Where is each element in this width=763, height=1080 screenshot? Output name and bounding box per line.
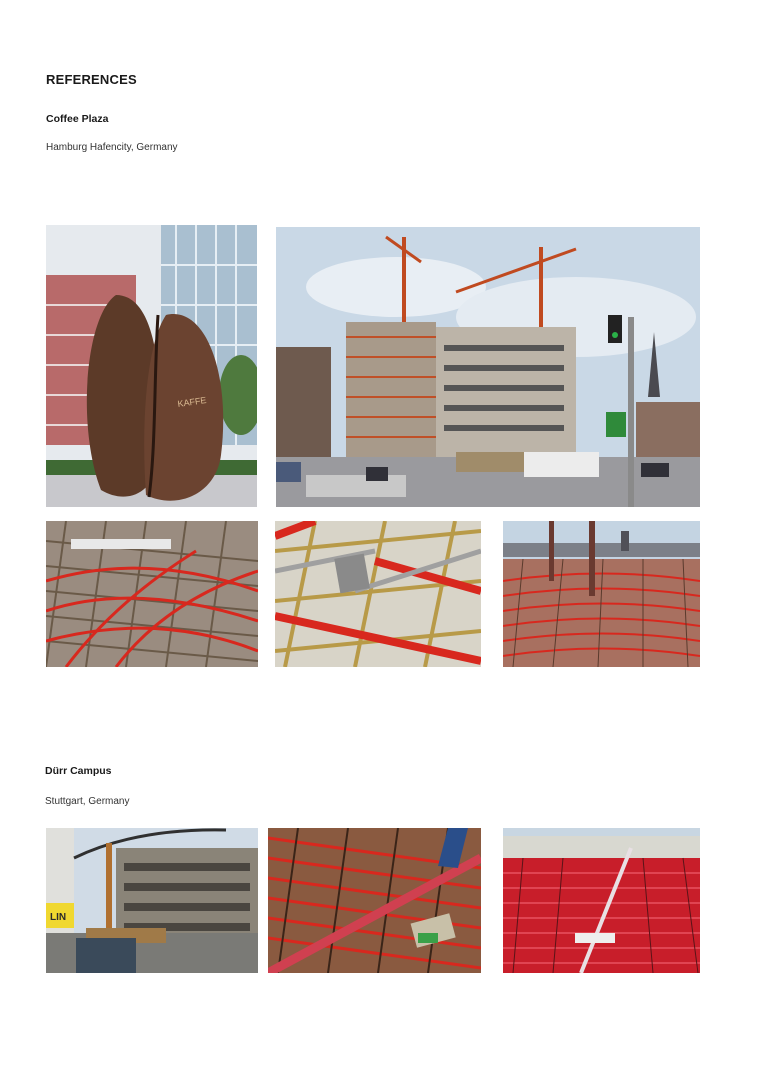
project-location-duerr-campus: Stuttgart, Germany (45, 796, 130, 807)
photo-duerr-campus-pipe-fitting (268, 828, 481, 973)
project-title-coffee-plaza: Coffee Plaza (46, 113, 109, 125)
project-location-coffee-plaza: Hamburg Hafencity, Germany (46, 142, 178, 153)
photo-duerr-campus-building-site (46, 828, 258, 973)
photo-coffee-plaza-pipe-coupling (275, 521, 481, 667)
photo-coffee-bean-sculpture (46, 225, 257, 507)
project-title-duerr-campus: Dürr Campus (45, 765, 112, 777)
site-sign-text: LIN (50, 912, 67, 923)
sculpture-inscription: KAFFE (176, 395, 208, 409)
photo-coffee-plaza-construction-site (276, 227, 700, 507)
page-title: REFERENCES (46, 72, 137, 87)
photo-coffee-plaza-deck-overview (503, 521, 700, 667)
photo-duerr-campus-deck-overview (503, 828, 700, 973)
photo-coffee-plaza-rebar-pipes-1 (46, 521, 258, 667)
